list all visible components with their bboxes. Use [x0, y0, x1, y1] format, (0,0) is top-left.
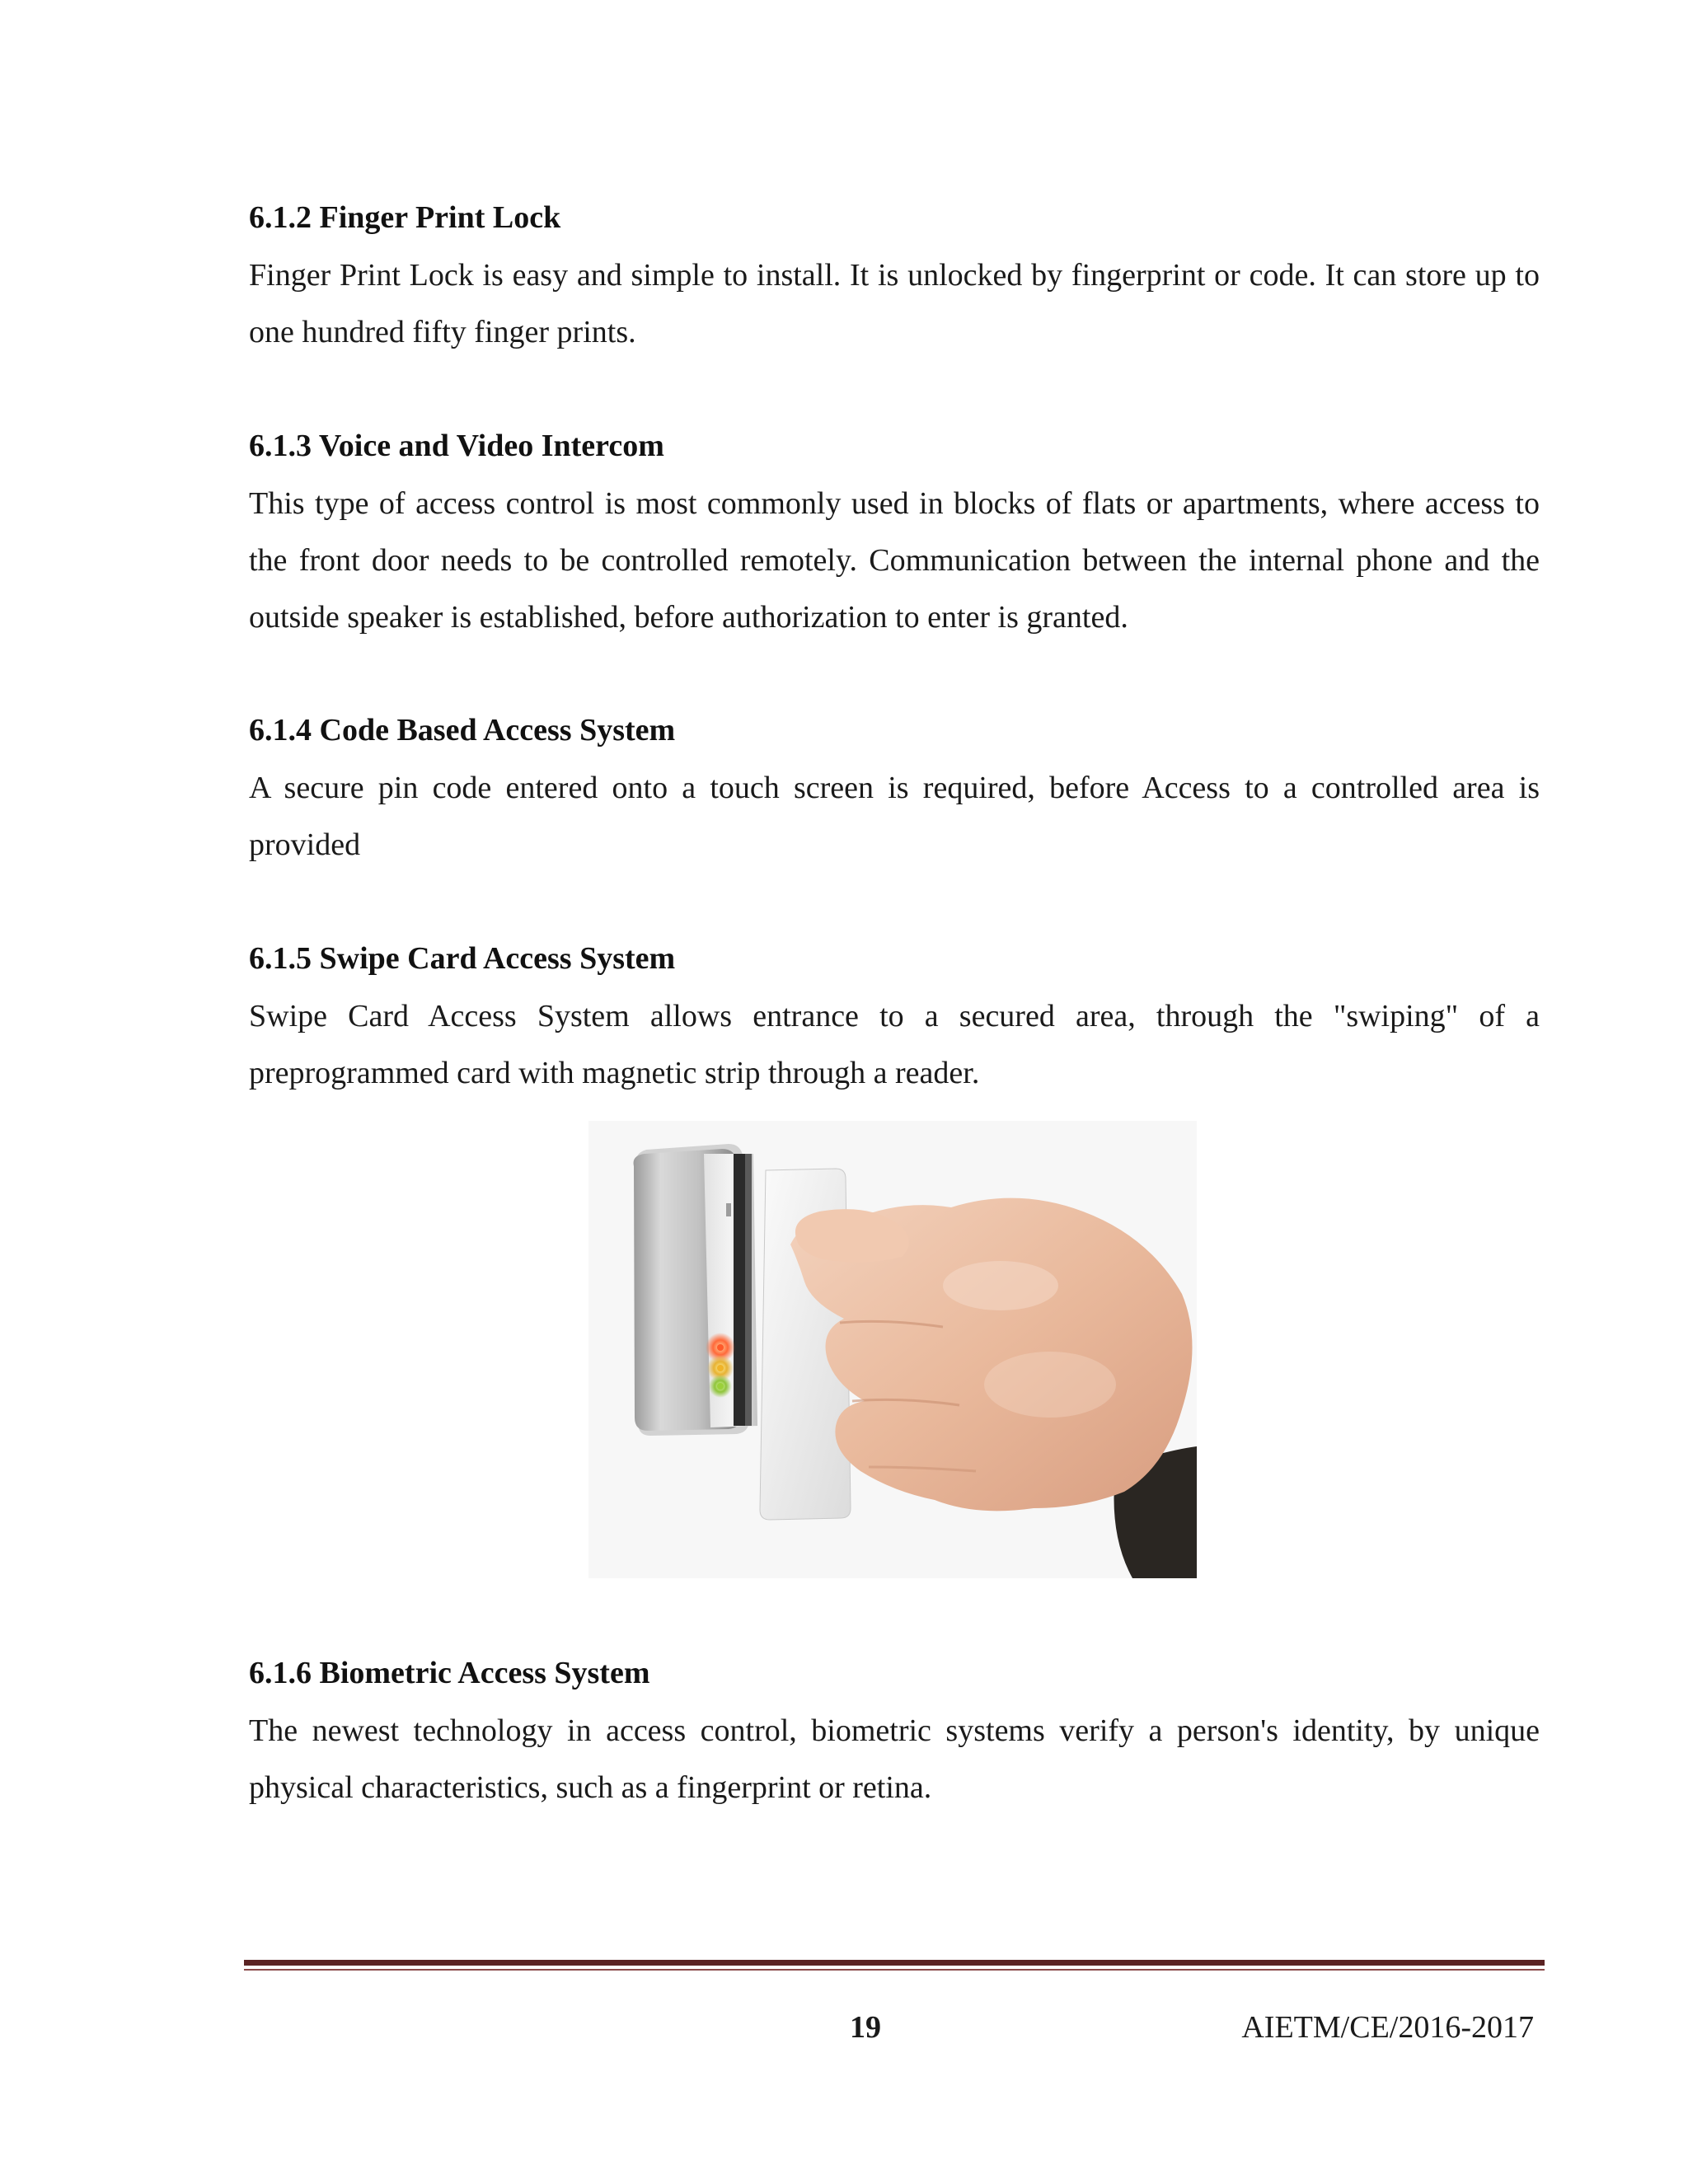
section-heading: 6.1.5 Swipe Card Access System	[249, 941, 676, 976]
section-body: Finger Print Lock is easy and simple to install. It is unlocked by fingerprint or code. It can store up to one hundred fifty finger prints.	[249, 258, 1540, 349]
section-finger-print-lock	[249, 194, 1540, 361]
section-heading: 6.1.4 Code Based Access System	[249, 713, 676, 748]
section-heading: 6.1.2 Finger Print Lock	[249, 200, 561, 235]
section-biometric-access	[249, 1650, 1540, 1816]
footer-rule	[244, 1960, 1545, 1966]
section-body: Swipe Card Access System allows entrance to a secured area, through the "swiping" of a preprogrammed card with magnetic strip through a reader.	[249, 999, 1540, 1090]
footer-rule-secondary	[244, 1969, 1545, 1971]
section-voice-video-intercom	[249, 423, 1540, 646]
section-body: The newest technology in access control, biometric systems verify a person's identity, by unique physical characteristics, such as a fingerprint or retina.	[249, 1713, 1540, 1805]
swipe-card-reader-illustration	[588, 1121, 1197, 1578]
swipe-card-reader-image	[588, 1121, 1197, 1578]
section-body: A secure pin code entered onto a touch screen is required, before Access to a controlled area is provided	[249, 771, 1540, 862]
section-body: This type of access control is most commonly used in blocks of flats or apartments, where access to the front door needs to be controlled remotely. Communication between the internal phone and the outside speaker is established, before authorization to enter is granted.	[249, 486, 1540, 635]
section-heading: 6.1.6 Biometric Access System	[249, 1656, 650, 1690]
footer-document-code: AIETM/CE/2016-2017	[1241, 2010, 1534, 2045]
section-swipe-card-access	[249, 935, 1540, 1102]
section-code-based-access	[249, 707, 1540, 874]
section-heading: 6.1.3 Voice and Video Intercom	[249, 429, 664, 463]
page-number: 19	[850, 2010, 881, 2045]
